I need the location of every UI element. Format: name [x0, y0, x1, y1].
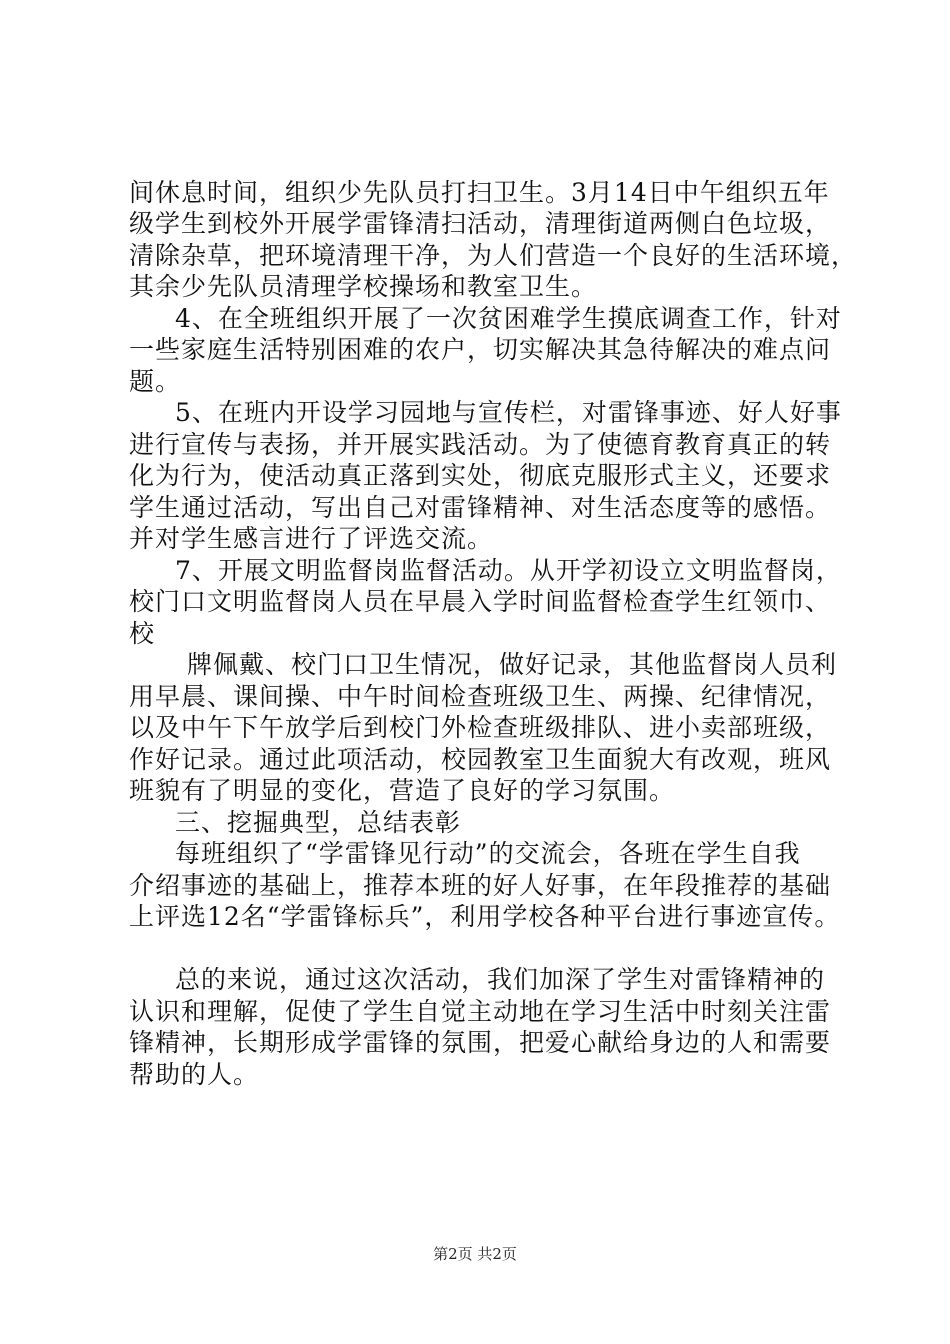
text-line: 一些家庭生活特别困难的农户，切实解决其急待解决的难点问	[129, 335, 832, 364]
text-line: 进行宣传与表扬，并开展实践活动。为了使德育教育真正的转	[129, 430, 832, 459]
text-line: 总的来说，通过这次活动，我们加深了学生对雷锋精神的	[175, 965, 826, 994]
text-line: 7、开展文明监督岗监督活动。从开学初设立文明监督岗，	[175, 556, 842, 585]
text-line: 校	[129, 619, 156, 648]
text-line: 介绍事迹的基础上，推荐本班的好人好事，在年段推荐的基础	[129, 871, 832, 900]
text-line: 间休息时间，组织少先队员打扫卫生。3月14日中午组织五年	[129, 178, 830, 207]
text-line: 级学生到校外开展学雷锋清扫活动，清理街道两侧白色垃圾，	[129, 209, 832, 238]
text-line: 牌佩戴、校门口卫生情况，做好记录，其他监督岗人员利	[187, 650, 838, 679]
text-line: 用早晨、课间操、中午时间检查班级卫生、两操、纪律情况，	[129, 682, 832, 711]
text-line: 校门口文明监督岗人员在早晨入学时间监督检查学生红领巾、	[129, 587, 832, 616]
text-line: 5、在班内开设学习园地与宣传栏，对雷锋事迹、好人好事	[175, 398, 842, 427]
text-line: 清除杂草，把环境清理干净，为人们营造一个良好的生活环境，	[129, 241, 858, 270]
page-number: 第2页 共2页	[433, 1245, 517, 1263]
text-line: 每班组织了“学雷锋见行动”的交流会，各班在学生自我	[175, 839, 801, 868]
text-line: 作好记录。通过此项活动，校园教室卫生面貌大有改观，班风	[129, 745, 832, 774]
text-line: 4、在全班组织开展了一次贫困难学生摸底调查工作，针对	[175, 304, 842, 333]
text-line: 帮助的人。	[129, 1060, 260, 1089]
text-line: 锋精神，长期形成学雷锋的氛围，把爱心献给身边的人和需要	[129, 1028, 832, 1057]
text-line: 题。	[129, 367, 182, 396]
text-line: 认识和理解，促使了学生自觉主动地在学习生活中时刻关注雷	[129, 997, 832, 1026]
text-line: 其余少先队员清理学校操场和教室卫生。	[129, 272, 598, 301]
section-heading: 三、挖掘典型，总结表彰	[175, 808, 462, 837]
text-line: 学生通过活动，写出自己对雷锋精神、对生活态度等的感悟。	[129, 493, 832, 522]
text-line: 以及中午下午放学后到校门外检查班级排队、进小卖部班级，	[129, 713, 832, 742]
text-line: 化为行为，使活动真正落到实处，彻底克服形式主义，还要求	[129, 461, 832, 490]
text-line: 上评选12名“学雷锋标兵”，利用学校各种平台进行事迹宣传。	[129, 902, 841, 931]
text-line: 并对学生感言进行了评选交流。	[129, 524, 494, 553]
text-line: 班貌有了明显的变化，营造了良好的学习氛围。	[129, 776, 676, 805]
